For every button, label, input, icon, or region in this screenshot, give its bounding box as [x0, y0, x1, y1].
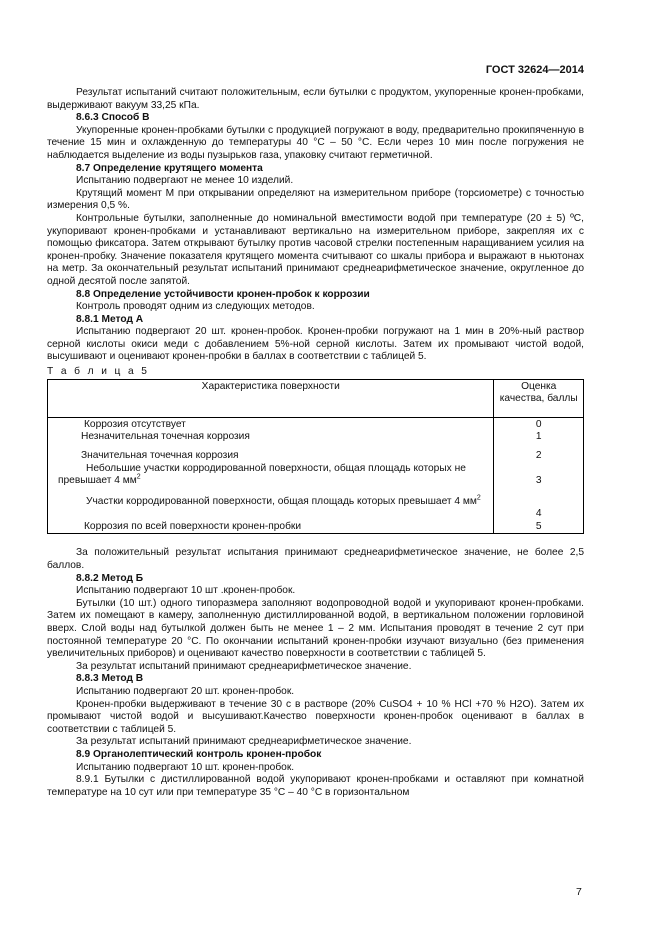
table-row: [48, 521, 584, 534]
table-cell-desc: [48, 490, 494, 521]
heading-8-8: 8.8 Определение устойчивости кронен-пробок к коррозии: [76, 288, 370, 300]
paragraph-result-vacuum: Результат испытаний считают положительным, если бутылки с продуктом, укупоренные кронен-пробками, выдерживают вакуум 33,25 кПа.: [47, 87, 584, 111]
paragraph-method-b-procedure: Бутылки (10 шт.) одного типоразмера заполняют водопроводной водой и укупоривают кронен-пробками. Затем их помещают в камеру, заполненную дистиллированной водой, в вертикальном положении горловиной вверх. Слой воды над бутылкой должен быть не менее 1 – 2 мм. Испытания проводят в течение 2 сут при постоянной температуре 20 °С. По окончании испытаний кронен-пробки изучают визуально (без применения увеличительных приборов) и оценивают качество поверхности в соответствии с таблицей 5.: [47, 597, 584, 660]
heading-8-8-1: 8.8.1 Метод А: [76, 313, 144, 325]
paragraph-method-v-sample: Испытанию подвергают 20 шт. кронен-пробок.: [76, 685, 295, 697]
paragraph-torque-instrument: Крутящий момент М при открывании определяют на измерительном приборе (торсиометре) с точностью измерения 0,5 %.: [47, 187, 584, 212]
table-5-header-characteristic: Характеристика поверхности: [48, 379, 494, 417]
table-cell-score: 4: [494, 490, 584, 521]
table-cell-desc: Значительная точечная коррозия: [48, 450, 494, 463]
table-cell-score: 5: [494, 521, 584, 534]
table-cell-desc: Незначительная точечная коррозия: [48, 431, 494, 450]
table-cell-desc: Коррозия по всей поверхности кронен-пробки: [48, 521, 494, 534]
area-unit-exponent: 2: [476, 494, 481, 502]
table-row: [48, 431, 584, 450]
table-cell-score: 3: [494, 463, 584, 490]
heading-8-9: 8.9 Органолептический контроль кронен-пробок: [76, 748, 322, 760]
paragraph-torque-sample: Испытанию подвергают не менее 10 изделий.: [76, 175, 294, 187]
heading-8-8-3: 8.8.3 Метод В: [76, 673, 144, 685]
paragraph-method-b-result: За результат испытаний принимают среднеарифметическое значение.: [76, 660, 412, 672]
table-cell-desc-text: Участки корродированной поверхности, общая площадь которых превышает 4 мм: [86, 495, 477, 507]
paragraph-organoleptic-sample: Испытанию подвергают 10 шт. кронен-пробок.: [76, 761, 295, 773]
paragraph-method-a: Испытанию подвергают 20 шт. кронен-пробок. Кронен-пробки погружают на 1 мин в 20%-ный раствор серной кислоты окиси меди с добавлением 5%-ной серной кислоты. Затем их промывают чистой водой, высушивают и оценивают кронен-пробки в баллах в соответствии с таблицей 5.: [47, 326, 584, 363]
paragraph-torque-procedure: Контрольные бутылки, заполненные до номинальной вместимости водой при температуре (20 ± 5) ºС, укупоривают кронен-пробками и устанавливают вертикально на измерительном приборе, закрепляя их с помощью фиксатора. Затем открывают бутылку против часовой стрелки постепенным наращиванием усилия на кронен-пробку. Значение показателя крутящего момента считывают со шкалы прибора и выражают в ньютонах на метр. За окончательный результат испытаний принимают среднеарифметическое значение, округленное до одной десятой после запятой.: [47, 212, 584, 287]
table-row: [48, 417, 584, 431]
heading-8-6-3: 8.6.3 Способ В: [76, 112, 150, 124]
area-unit-exponent: 2: [136, 474, 141, 482]
paragraph-8-9-1: 8.9.1 Бутылки с дистиллированной водой укупоривают кронен-пробками и оставляют при комнатной температуре на 10 сут или при температуре 35 °С – 40 °С в горизонтальном: [47, 774, 584, 798]
table-cell-desc-text: Небольшие участки корродированной поверхности, общая площадь которых не превышает 4 мм: [58, 462, 466, 487]
table-cell-desc: [48, 463, 494, 490]
table-cell-score: 1: [494, 431, 584, 450]
table-cell-desc: Коррозия отсутствует: [48, 417, 494, 431]
paragraph-positive-result: За положительный результат испытания принимают среднеарифметическое значение, не более 2,5 баллов.: [47, 547, 584, 572]
table-5-header-score: Оценка качества, баллы: [494, 379, 584, 417]
table-5-caption: Т а б л и ц а 5: [47, 366, 150, 378]
paragraph-method-v-result: За результат испытаний принимают среднеарифметическое значение.: [76, 736, 412, 748]
table-row: [48, 450, 584, 463]
paragraph-corrosion-methods: Контроль проводят одним из следующих методов.: [76, 301, 315, 313]
table-row: [48, 463, 584, 490]
table-row: [48, 490, 584, 521]
paragraph-method-b-sample: Испытанию подвергают 10 шт .кронен-пробок.: [76, 585, 296, 597]
table-cell-score: 0: [494, 417, 584, 431]
document-body: [47, 87, 584, 799]
paragraph-method-v-immersion: Укупоренные кронен-пробками бутылки с продукцией погружают в воду, предварительно прокипяченную в течение 15 мин и охлажденную до температуры 40 °С – 50 °С. Если через 10 мин после погружения не наблюдается выделение из воды пузырьков газа, упаковку считают герметичной.: [47, 124, 584, 161]
table-cell-score: 2: [494, 450, 584, 463]
paragraph-method-v-procedure: Кронен-пробки выдерживают в течение 30 с в растворе (20% CuSO4 + 10 % HCl +70 % H2O). Затем их промывают чистой водой и высушивают.Качество поверхности кронен-пробок оценивают в баллах в соответствии с таблицей 5.: [47, 698, 584, 735]
table-5: [47, 379, 584, 535]
page-number: 7: [576, 886, 582, 898]
heading-8-7: 8.7 Определение крутящего момента: [76, 162, 263, 174]
heading-8-8-2: 8.8.2 Метод Б: [76, 572, 144, 584]
document-standard-number: ГОСТ 32624—2014: [485, 64, 584, 76]
